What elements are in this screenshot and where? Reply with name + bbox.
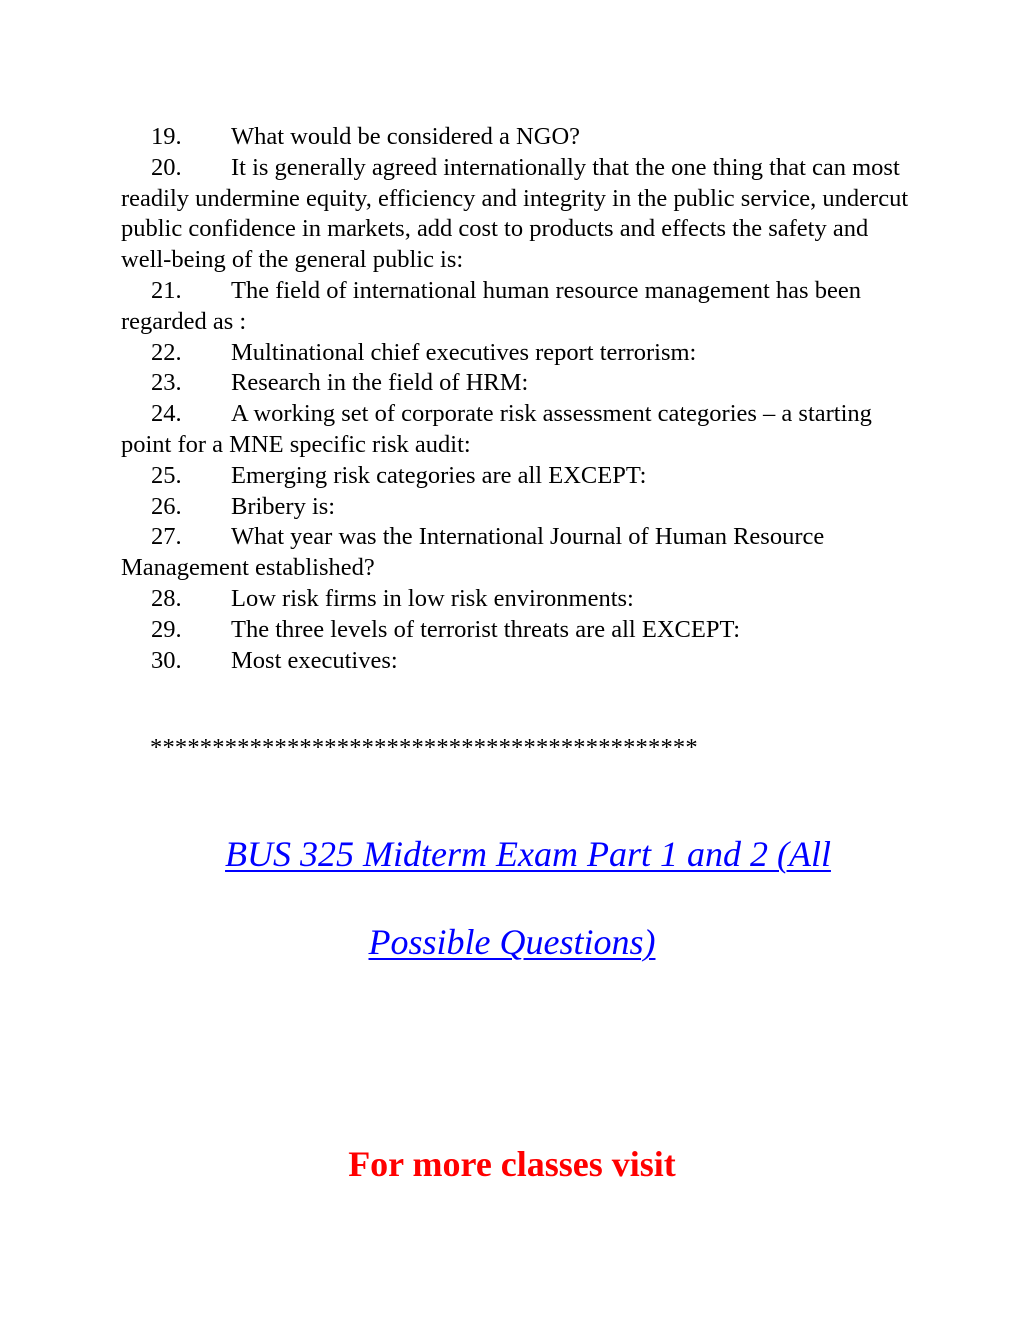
question-item — [121, 492, 911, 523]
promo-text: For more classes visit — [348, 1144, 676, 1184]
question-number: 28. — [151, 584, 182, 612]
question-item — [121, 615, 911, 646]
question-item — [121, 461, 911, 492]
question-number: 26. — [151, 492, 182, 520]
question-number: 30. — [151, 646, 182, 674]
question-text: What would be considered a NGO? — [231, 123, 581, 150]
question-text: Multinational chief executives report terrorism: — [231, 338, 697, 366]
question-number: 22. — [151, 338, 182, 366]
question-text: The field of international human resource management has been regarded as : — [121, 276, 861, 335]
question-item — [121, 338, 911, 369]
question-item — [121, 122, 911, 153]
question-text: What year was the International Journal of Human Resource Management established? — [121, 523, 825, 582]
question-number: 21. — [151, 276, 182, 304]
separator-line: ******************************************** — [150, 734, 698, 761]
question-text: Most executives: — [231, 646, 398, 674]
question-text: A working set of corporate risk assessment categories – a starting point for a MNE specific risk audit: — [121, 400, 872, 458]
question-list — [121, 122, 911, 676]
question-item — [121, 368, 911, 399]
question-number: 19. — [151, 123, 182, 150]
question-number: 24. — [151, 400, 182, 428]
question-number: 25. — [151, 461, 182, 489]
question-text: The three levels of terrorist threats are all EXCEPT: — [231, 615, 741, 643]
question-text: Low risk firms in low risk environments: — [231, 584, 634, 612]
question-item — [121, 646, 911, 677]
exam-title-link-continued[interactable]: Possible Questions) — [368, 922, 656, 962]
question-number: 20. — [151, 153, 182, 181]
question-item — [121, 522, 911, 584]
question-text: It is generally agreed internationally that the one thing that can most readily undermine equity, efficiency and integrity in the public service, undercut public confidence in markets, add cost to products and effects the safety and well-being of the general public is: — [121, 153, 909, 274]
exam-title-link[interactable]: BUS 325 Midterm Exam Part 1 and 2 (All — [225, 834, 831, 874]
question-text: Research in the field of HRM: — [231, 369, 529, 397]
question-number: 29. — [151, 615, 182, 643]
question-text: Emerging risk categories are all EXCEPT: — [231, 461, 647, 489]
question-item — [121, 399, 911, 461]
question-item — [121, 584, 911, 615]
question-number: 27. — [151, 523, 182, 551]
question-number: 23. — [151, 369, 182, 397]
question-item — [121, 153, 911, 276]
question-item — [121, 276, 911, 338]
question-text: Bribery is: — [231, 492, 336, 520]
